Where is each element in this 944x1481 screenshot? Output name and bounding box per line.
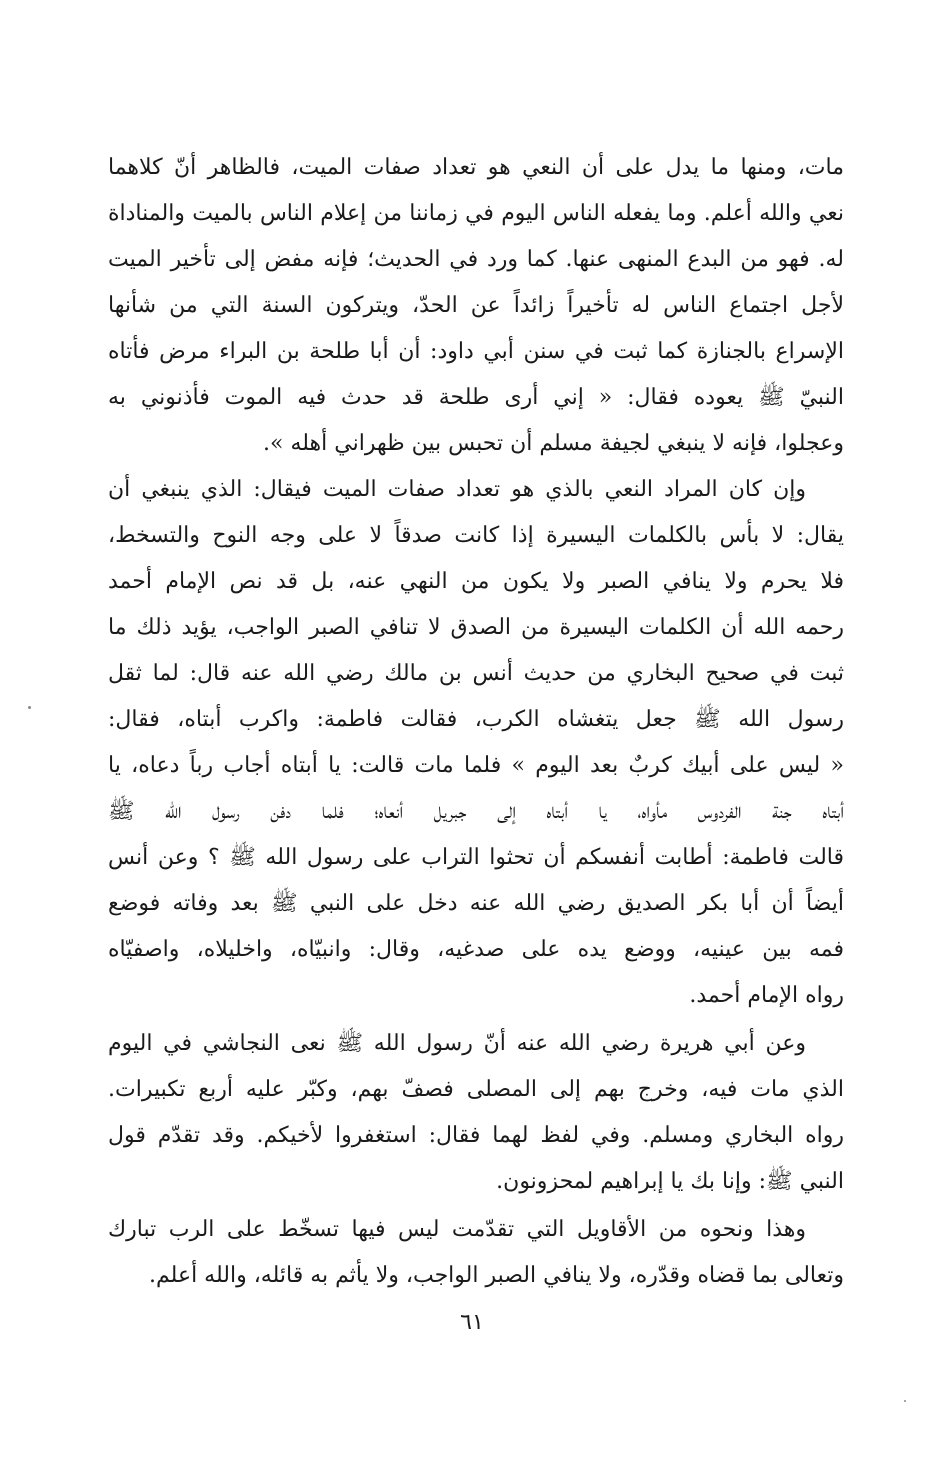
text-line: فلا يحرم ولا ينافي الصبر ولا يكون من النهي عنه، بل قد نص الإمام أحمد — [108, 569, 844, 594]
text-line: رسول الله ﷺ جعل يتغشاه الكرب، فقالت فاطمة: واكرب أبتاه، فقال: — [108, 707, 844, 732]
text-line: لأجل اجتماع الناس له تأخيراً زائداً عن الحدّ، ويتركون السنة التي من شأنها — [108, 293, 844, 318]
text-line: قالت فاطمة: أطابت أنفسكم أن تحثوا التراب على رسول الله ﷺ ؟ وعن أنس — [108, 845, 844, 870]
text-line: « ليس على أبيك كربٌ بعد اليوم » فلما مات قالت: يا أبتاه أجاب رباً دعاه، يا — [108, 753, 844, 778]
text-line: وعن أبي هريرة رضي الله عنه أنّ رسول الله ﷺ نعى النجاشي في اليوم — [108, 1031, 806, 1056]
scan-speck — [28, 706, 31, 709]
text-line: وتعالى بما قضاه وقدّره، ولا ينافي الصبر الواجب، ولا يأثم به قائله، والله أعلم. — [149, 1263, 844, 1288]
text-line: النبيّ ﷺ يعوده فقال: « إني أرى طلحة قد حدث فيه الموت فأذنوني به — [108, 385, 844, 410]
text-line: وعجلوا، فإنه لا ينبغي لجيفة مسلم أن تحبس بين ظهراني أهله ». — [263, 431, 844, 456]
text-line: النبي ﷺ: وإنا بك يا إبراهيم لمحزونون. — [496, 1169, 844, 1194]
text-line: ثبت في صحيح البخاري من حديث أنس بن مالك رضي الله عنه قال: لما ثقل — [108, 661, 844, 686]
text-line: رحمه الله أن الكلمات اليسيرة من الصدق لا تنافي الصبر الواجب، يؤيد ذلك ما — [108, 615, 844, 640]
text-line: وإن كان المراد النعي بالذي هو تعداد صفات الميت فيقال: الذي ينبغي أن — [108, 477, 806, 502]
text-line: وهذا ونحوه من الأقاويل التي تقدّمت ليس فيها تسخّط على الرب تبارك — [108, 1217, 806, 1242]
text-line: أبتاه جنة الفردوس مأواه، يا أبتاه إلى جبريل أنعاه؛ فلما دفن رسول الله ﷺ — [108, 799, 844, 824]
text-line: فمه بين عينيه، ووضع يده على صدغيه، وقال: وانبيّاه، واخليلاه، واصفيّاه — [108, 937, 844, 962]
page-body — [0, 146, 944, 1446]
text-line: رواه البخاري ومسلم. وفي لفظ لهما فقال: استغفروا لأخيكم. وقد تقدّم قول — [108, 1123, 844, 1148]
text-line: أيضاً أن أبا بكر الصديق رضي الله عنه دخل على النبي ﷺ بعد وفاته فوضع — [108, 891, 844, 916]
text-line: الذي مات فيه، وخرج بهم إلى المصلى فصفّ بهم، وكبّر عليه أربع تكبيرات. — [108, 1077, 844, 1102]
page-number: ٦١ — [460, 1310, 484, 1335]
scan-speck — [904, 1400, 906, 1402]
text-line: له. فهو من البدع المنهى عنها. كما ورد في الحديث؛ فإنه مفض إلى تأخير الميت — [108, 247, 844, 272]
text-line: يقال: لا بأس بالكلمات اليسيرة إذا كانت صدقاً لا على وجه النوح والتسخط، — [108, 523, 844, 548]
text-line: مات، ومنها ما يدل على أن النعي هو تعداد صفات الميت، فالظاهر أنّ كلاهما — [108, 155, 844, 180]
text-line: رواه الإمام أحمد. — [689, 983, 844, 1008]
text-line: نعي والله أعلم. وما يفعله الناس اليوم في زماننا من إعلام الناس بالميت والمناداة — [108, 201, 844, 226]
text-line: الإسراع بالجنازة كما ثبت في سنن أبي داود: أن أبا طلحة بن البراء مرض فأتاه — [108, 339, 844, 364]
